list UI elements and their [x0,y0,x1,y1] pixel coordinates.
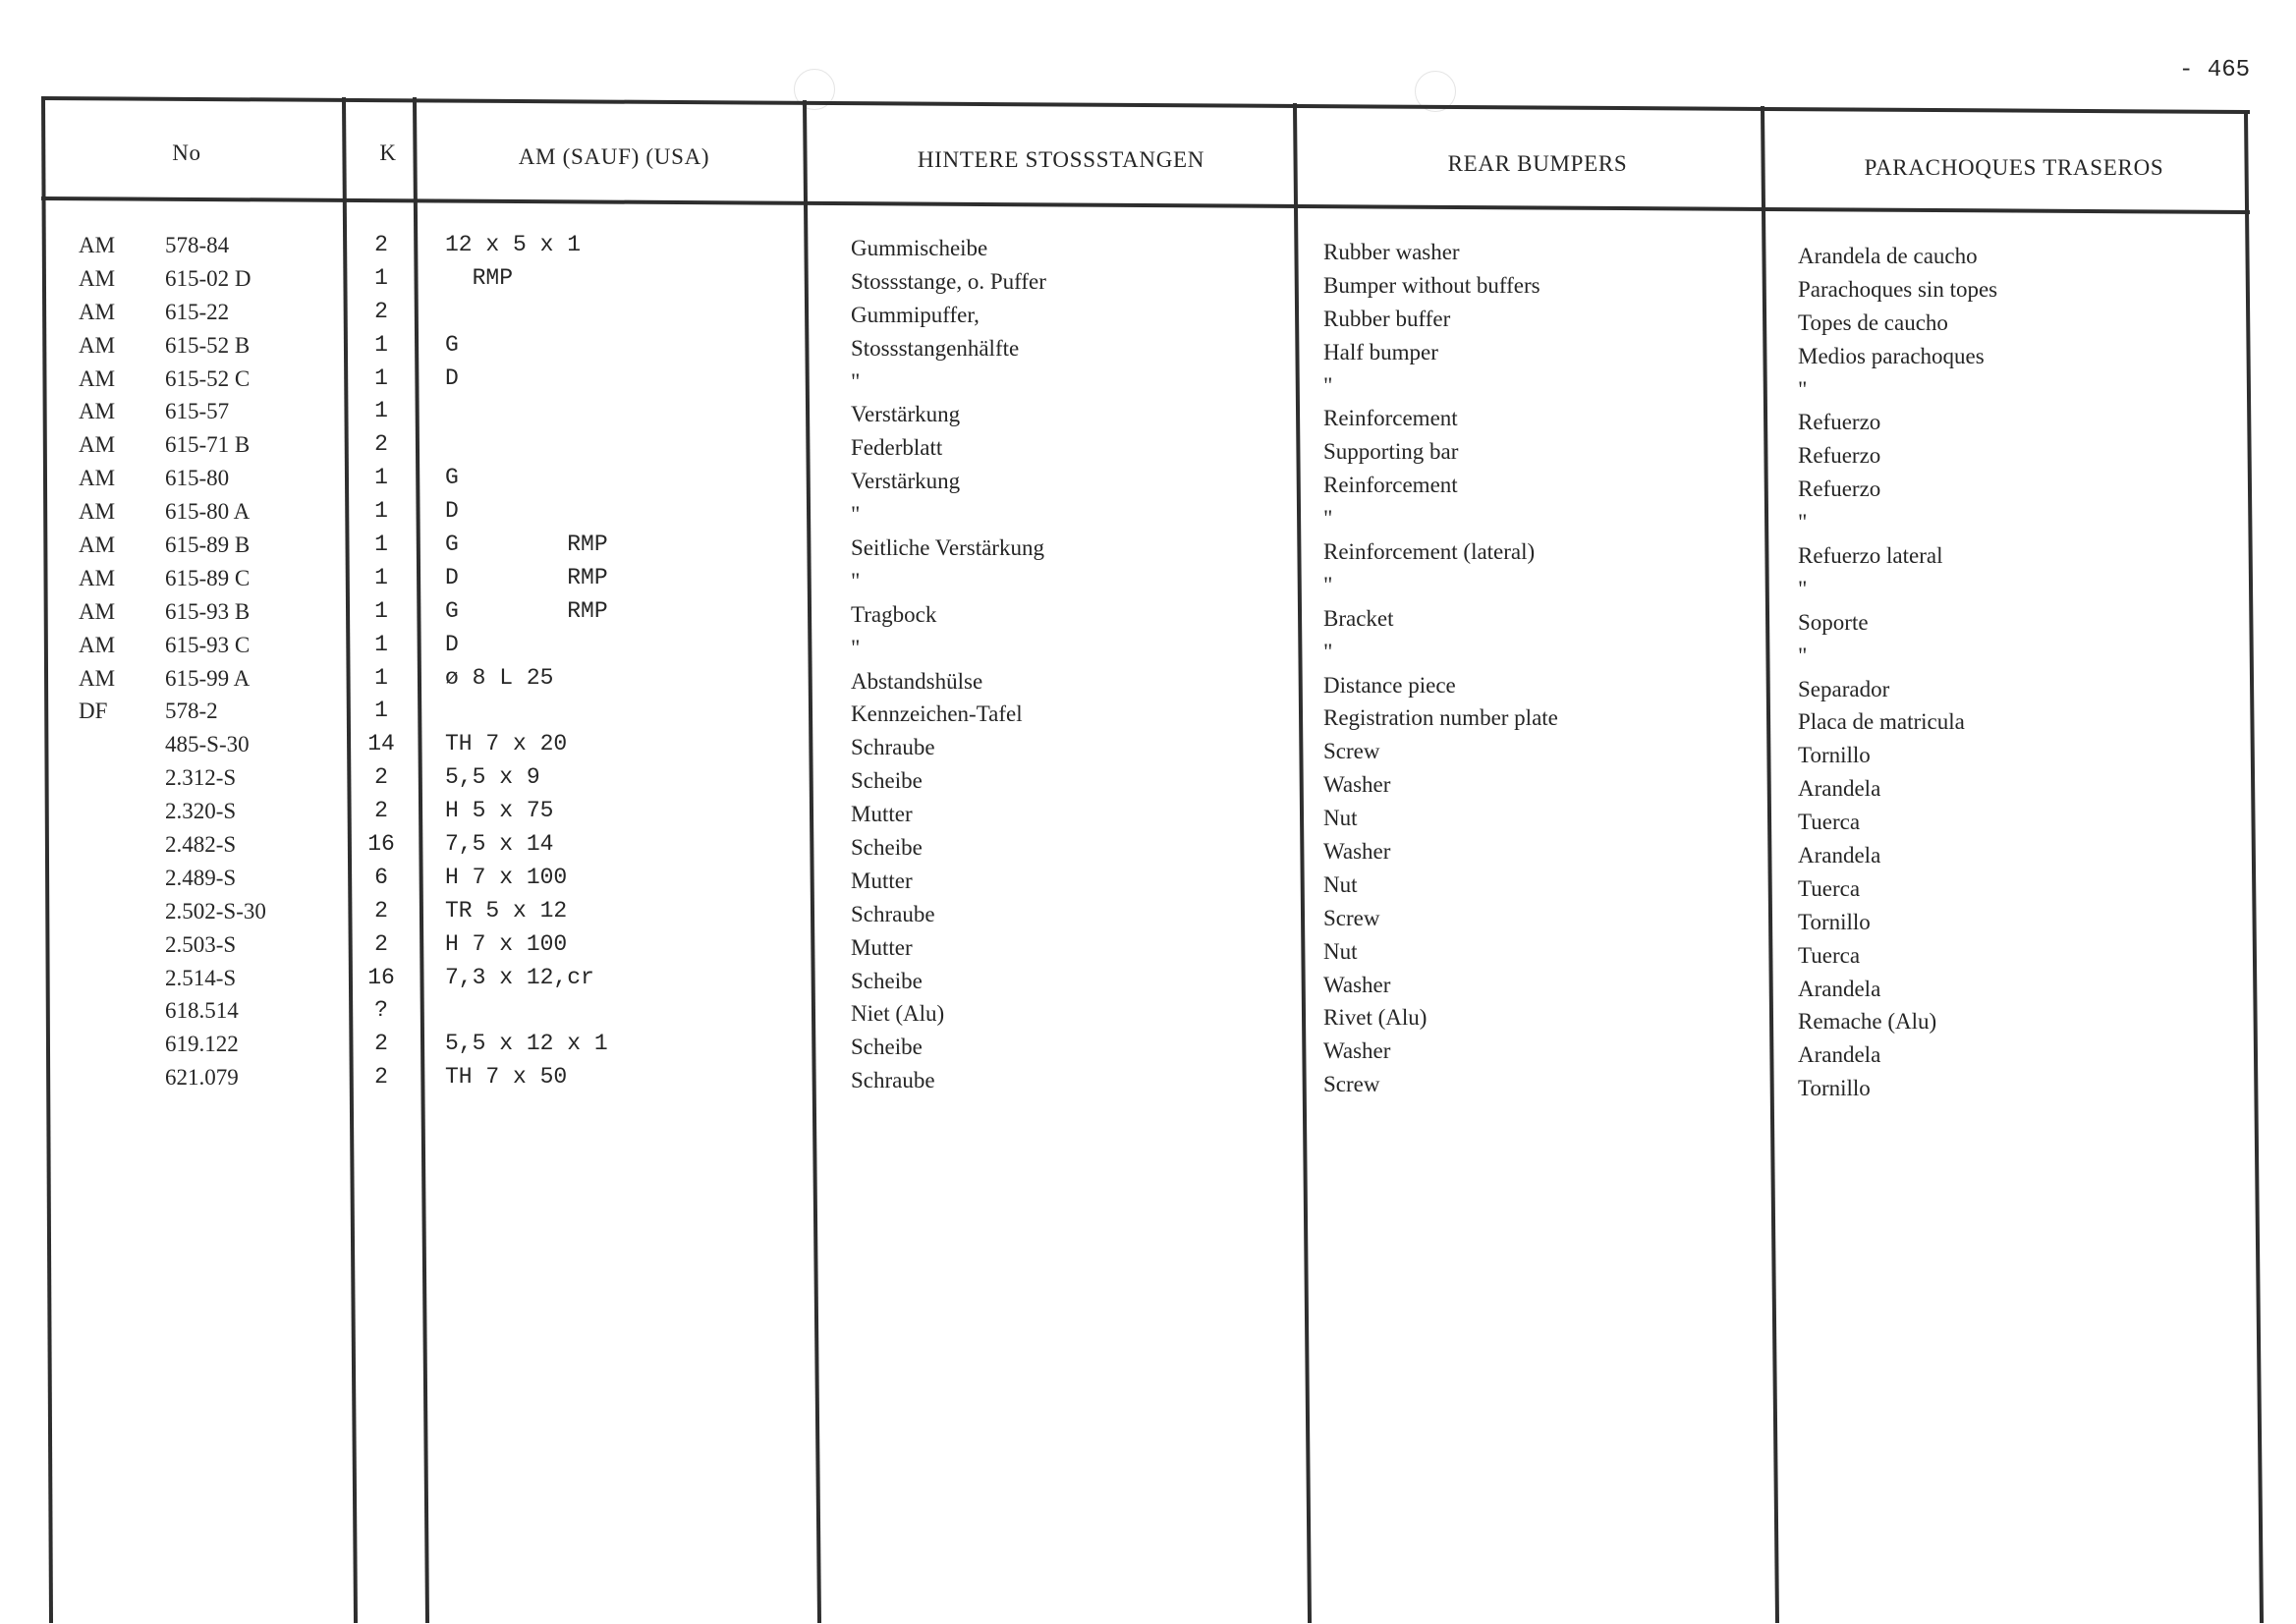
part-number: 615-57 [165,399,230,424]
german-description: Scheibe [851,835,923,861]
part-number: 615-80 [165,466,230,491]
quantity: 1 [374,364,388,391]
part-number: 615-99 A [165,665,251,691]
part-prefix: AM [79,598,116,624]
am-sauf-usa-note: 7,3 x 12,cr [445,964,594,990]
part-number: 615-80 A [165,499,251,525]
quantity: 1 [374,698,388,724]
part-prefix: AM [79,532,116,558]
part-prefix: AM [79,565,116,590]
part-number: 621.079 [165,1065,239,1091]
am-sauf-usa-note: G [445,465,459,491]
quantity: 1 [374,498,388,525]
spanish-description: " [1798,643,1808,668]
part-prefix [79,828,157,862]
german-description: " [851,635,861,660]
spanish-description: Remache (Alu) [1798,1009,1937,1035]
part-number: 2.320-S [165,799,237,824]
part-prefix: AM [79,365,116,391]
am-sauf-usa-note: 5,5 x 12 x 1 [445,1031,608,1057]
quantity: 2 [374,232,388,257]
part-prefix: AM [79,665,116,691]
spanish-description: Tornillo [1798,743,1871,768]
german-description: Tragbock [851,601,937,627]
part-prefix: AM [79,332,116,358]
quantity: 2 [374,298,388,324]
am-sauf-usa-note: H 5 x 75 [445,798,554,824]
part-number: 615-02 D [165,265,252,291]
am-sauf-usa-note [445,428,789,462]
spanish-description: Tornillo [1798,909,1871,934]
spanish-description: " [1798,510,1808,535]
part-prefix: AM [79,632,116,657]
quantity: 2 [374,897,388,924]
am-sauf-usa-note: TH 7 x 20 [445,731,568,757]
english-description: Screw [1323,739,1380,764]
quantity: 14 [367,731,395,757]
english-description: " [1323,372,1333,398]
german-description: Schraube [851,735,935,760]
english-description: Nut [1323,806,1358,831]
part-number: 615-52 C [165,365,251,391]
german-description: " [851,568,861,593]
am-sauf-usa-note: G RMP [445,597,608,624]
part-number: 2.482-S [165,832,237,858]
german-description: Schraube [851,1068,935,1093]
part-prefix: AM [79,299,116,324]
spanish-description: Arandela de caucho [1798,244,1978,268]
german-description: Gummipuffer, [851,302,980,327]
part-prefix [79,994,157,1028]
english-description: Rivet (Alu) [1323,1005,1428,1031]
am-sauf-usa-note: D [445,364,459,391]
spanish-description: " [1798,376,1808,402]
english-description: Supporting bar [1323,439,1459,465]
column-quantity [356,229,407,1094]
quantity: 6 [374,864,388,890]
spanish-description: Tuerca [1798,942,1861,968]
german-description: Abstandshülse [851,668,983,694]
part-prefix [79,1061,157,1094]
part-number: 618.514 [165,998,239,1024]
english-description: Washer [1323,1038,1391,1064]
english-description: Screw [1323,905,1380,930]
am-sauf-usa-note: D [445,498,459,525]
english-description: Nut [1323,871,1358,897]
english-description: " [1323,572,1333,597]
am-sauf-usa-note: TH 7 x 50 [445,1064,568,1091]
german-description: " [851,368,861,394]
part-number: 615-89 C [165,565,251,590]
part-prefix: AM [79,233,116,257]
part-prefix [79,928,157,962]
spanish-description: Parachoques sin topes [1798,276,1998,302]
quantity: 1 [374,264,388,291]
am-sauf-usa-note [445,395,789,428]
header-k: K [379,140,397,165]
spanish-description: Arandela [1798,976,1881,1001]
german-description: Gummischeibe [851,236,988,260]
part-prefix [79,728,157,761]
spanish-description: Refuerzo [1798,410,1881,435]
column-german [851,232,1283,1097]
part-prefix [79,761,157,795]
part-number: 2.503-S [165,931,237,957]
part-number: 578-2 [165,699,218,724]
am-sauf-usa-note: H 7 x 100 [445,864,568,890]
part-number: 2.489-S [165,865,237,890]
quantity: 2 [374,798,388,824]
english-description: " [1323,639,1333,664]
german-description: Scheibe [851,768,923,794]
part-number: 615-71 B [165,432,251,458]
spanish-description: Placa de matricula [1798,709,1965,735]
english-description: Rubber buffer [1323,306,1451,331]
column-english [1323,236,1756,1101]
quantity: 1 [374,564,388,590]
quantity: 1 [374,597,388,624]
page-number: - 465 [2178,57,2250,84]
am-sauf-usa-note: 12 x 5 x 1 [445,232,582,257]
quantity: 1 [374,532,388,558]
spanish-description: Arandela [1798,843,1881,868]
part-prefix: AM [79,432,116,458]
quantity: 1 [374,631,388,657]
english-description: Distance piece [1323,672,1456,698]
am-sauf-usa-note: 7,5 x 14 [445,831,554,858]
english-description: Bracket [1323,605,1394,631]
english-description: Screw [1323,1072,1380,1097]
part-number: 619.122 [165,1032,239,1057]
german-description: Scheibe [851,1035,923,1060]
quantity: 2 [374,930,388,957]
german-description: Scheibe [851,968,923,993]
am-sauf-usa-note: D [445,631,459,657]
german-description: Niet (Alu) [851,1001,945,1027]
spanish-description: Tornillo [1798,1076,1871,1101]
part-prefix [79,962,157,995]
part-number: 615-52 B [165,332,251,358]
part-prefix: AM [79,399,116,424]
english-description: Half bumper [1323,339,1438,364]
english-description: Bumper without buffers [1323,272,1540,298]
spanish-description: Topes de caucho [1798,309,1948,335]
header-am-sauf-usa: AM (SAUF) (USA) [518,144,710,169]
spanish-description: Arandela [1798,1042,1881,1068]
german-description: Verstärkung [851,469,961,494]
spanish-description: " [1798,576,1808,601]
am-sauf-usa-note: 5,5 x 9 [445,764,540,791]
quantity: 16 [367,831,395,858]
english-description: Reinforcement [1323,406,1458,431]
spanish-description: Refuerzo lateral [1798,543,1943,569]
part-number: 578-84 [165,233,230,257]
part-prefix [79,862,157,895]
part-prefix [79,795,157,828]
german-description: Mutter [851,934,913,960]
am-sauf-usa-note: D RMP [445,564,608,590]
german-description: Stossstange, o. Puffer [851,268,1046,294]
part-number: 615-93 C [165,632,251,657]
spanish-description: Medios parachoques [1798,343,1985,368]
spanish-description: Soporte [1798,609,1869,635]
part-prefix [79,895,157,928]
column-spanish [1798,240,2240,1105]
am-sauf-usa-note [445,994,789,1028]
english-description: Reinforcement (lateral) [1323,539,1536,565]
quantity: 1 [374,331,388,358]
part-number: 2.514-S [165,965,237,990]
german-description: Schraube [851,901,935,926]
german-description: Seitliche Verstärkung [851,535,1044,561]
quantity: 16 [367,964,395,990]
header-spanish: PARACHOQUES TRASEROS [1864,155,2164,180]
german-description: Verstärkung [851,402,961,427]
spanish-description: Separador [1798,676,1890,701]
quantity: 1 [374,398,388,424]
column-am-sauf-usa [445,229,789,1094]
part-prefix: DF [79,699,108,724]
am-sauf-usa-note: ø 8 L 25 [445,664,554,691]
english-description: Washer [1323,972,1391,997]
quantity: 2 [374,1064,388,1091]
header-no: No [172,140,201,165]
part-prefix: AM [79,466,116,491]
english-description: Nut [1323,938,1358,964]
am-sauf-usa-note: RMP [445,264,514,291]
part-prefix: AM [79,499,116,525]
english-description: Washer [1323,839,1391,865]
german-description: Mutter [851,802,913,827]
part-number: 485-S-30 [165,732,250,757]
spanish-description: Tuerca [1798,875,1861,901]
german-description: " [851,502,861,528]
am-sauf-usa-note [445,695,789,728]
spanish-description: Tuerca [1798,810,1861,835]
german-description: Kennzeichen-Tafel [851,701,1023,727]
english-description: " [1323,506,1333,532]
part-number: 2.312-S [165,765,237,791]
german-description: Stossstangenhälfte [851,335,1020,361]
column-part-number [165,229,342,1094]
spanish-description: Refuerzo [1798,476,1881,502]
part-number: 615-22 [165,299,230,324]
part-number: 2.502-S-30 [165,898,266,924]
part-number: 615-93 B [165,598,251,624]
column-prefix [79,229,157,1094]
quantity: 1 [374,465,388,491]
am-sauf-usa-note [445,296,789,329]
quantity: ? [374,997,388,1024]
quantity: 2 [374,764,388,791]
part-prefix: AM [79,265,116,291]
german-description: Federblatt [851,435,943,461]
part-prefix [79,1028,157,1061]
am-sauf-usa-note: G [445,331,459,358]
am-sauf-usa-note: TR 5 x 12 [445,897,568,924]
quantity: 1 [374,664,388,691]
english-description: Reinforcement [1323,473,1458,498]
english-description: Registration number plate [1323,705,1558,731]
english-description: Washer [1323,772,1391,798]
english-description: Rubber washer [1323,240,1460,264]
part-number: 615-89 B [165,532,251,558]
spanish-description: Arandela [1798,776,1881,802]
quantity: 2 [374,1031,388,1057]
am-sauf-usa-note: G RMP [445,532,608,558]
header-english: REAR BUMPERS [1447,151,1628,176]
spanish-description: Refuerzo [1798,443,1881,469]
header-german: HINTERE STOSSSTANGEN [917,147,1205,172]
quantity: 2 [374,431,388,458]
german-description: Mutter [851,868,913,893]
am-sauf-usa-note: H 7 x 100 [445,930,568,957]
